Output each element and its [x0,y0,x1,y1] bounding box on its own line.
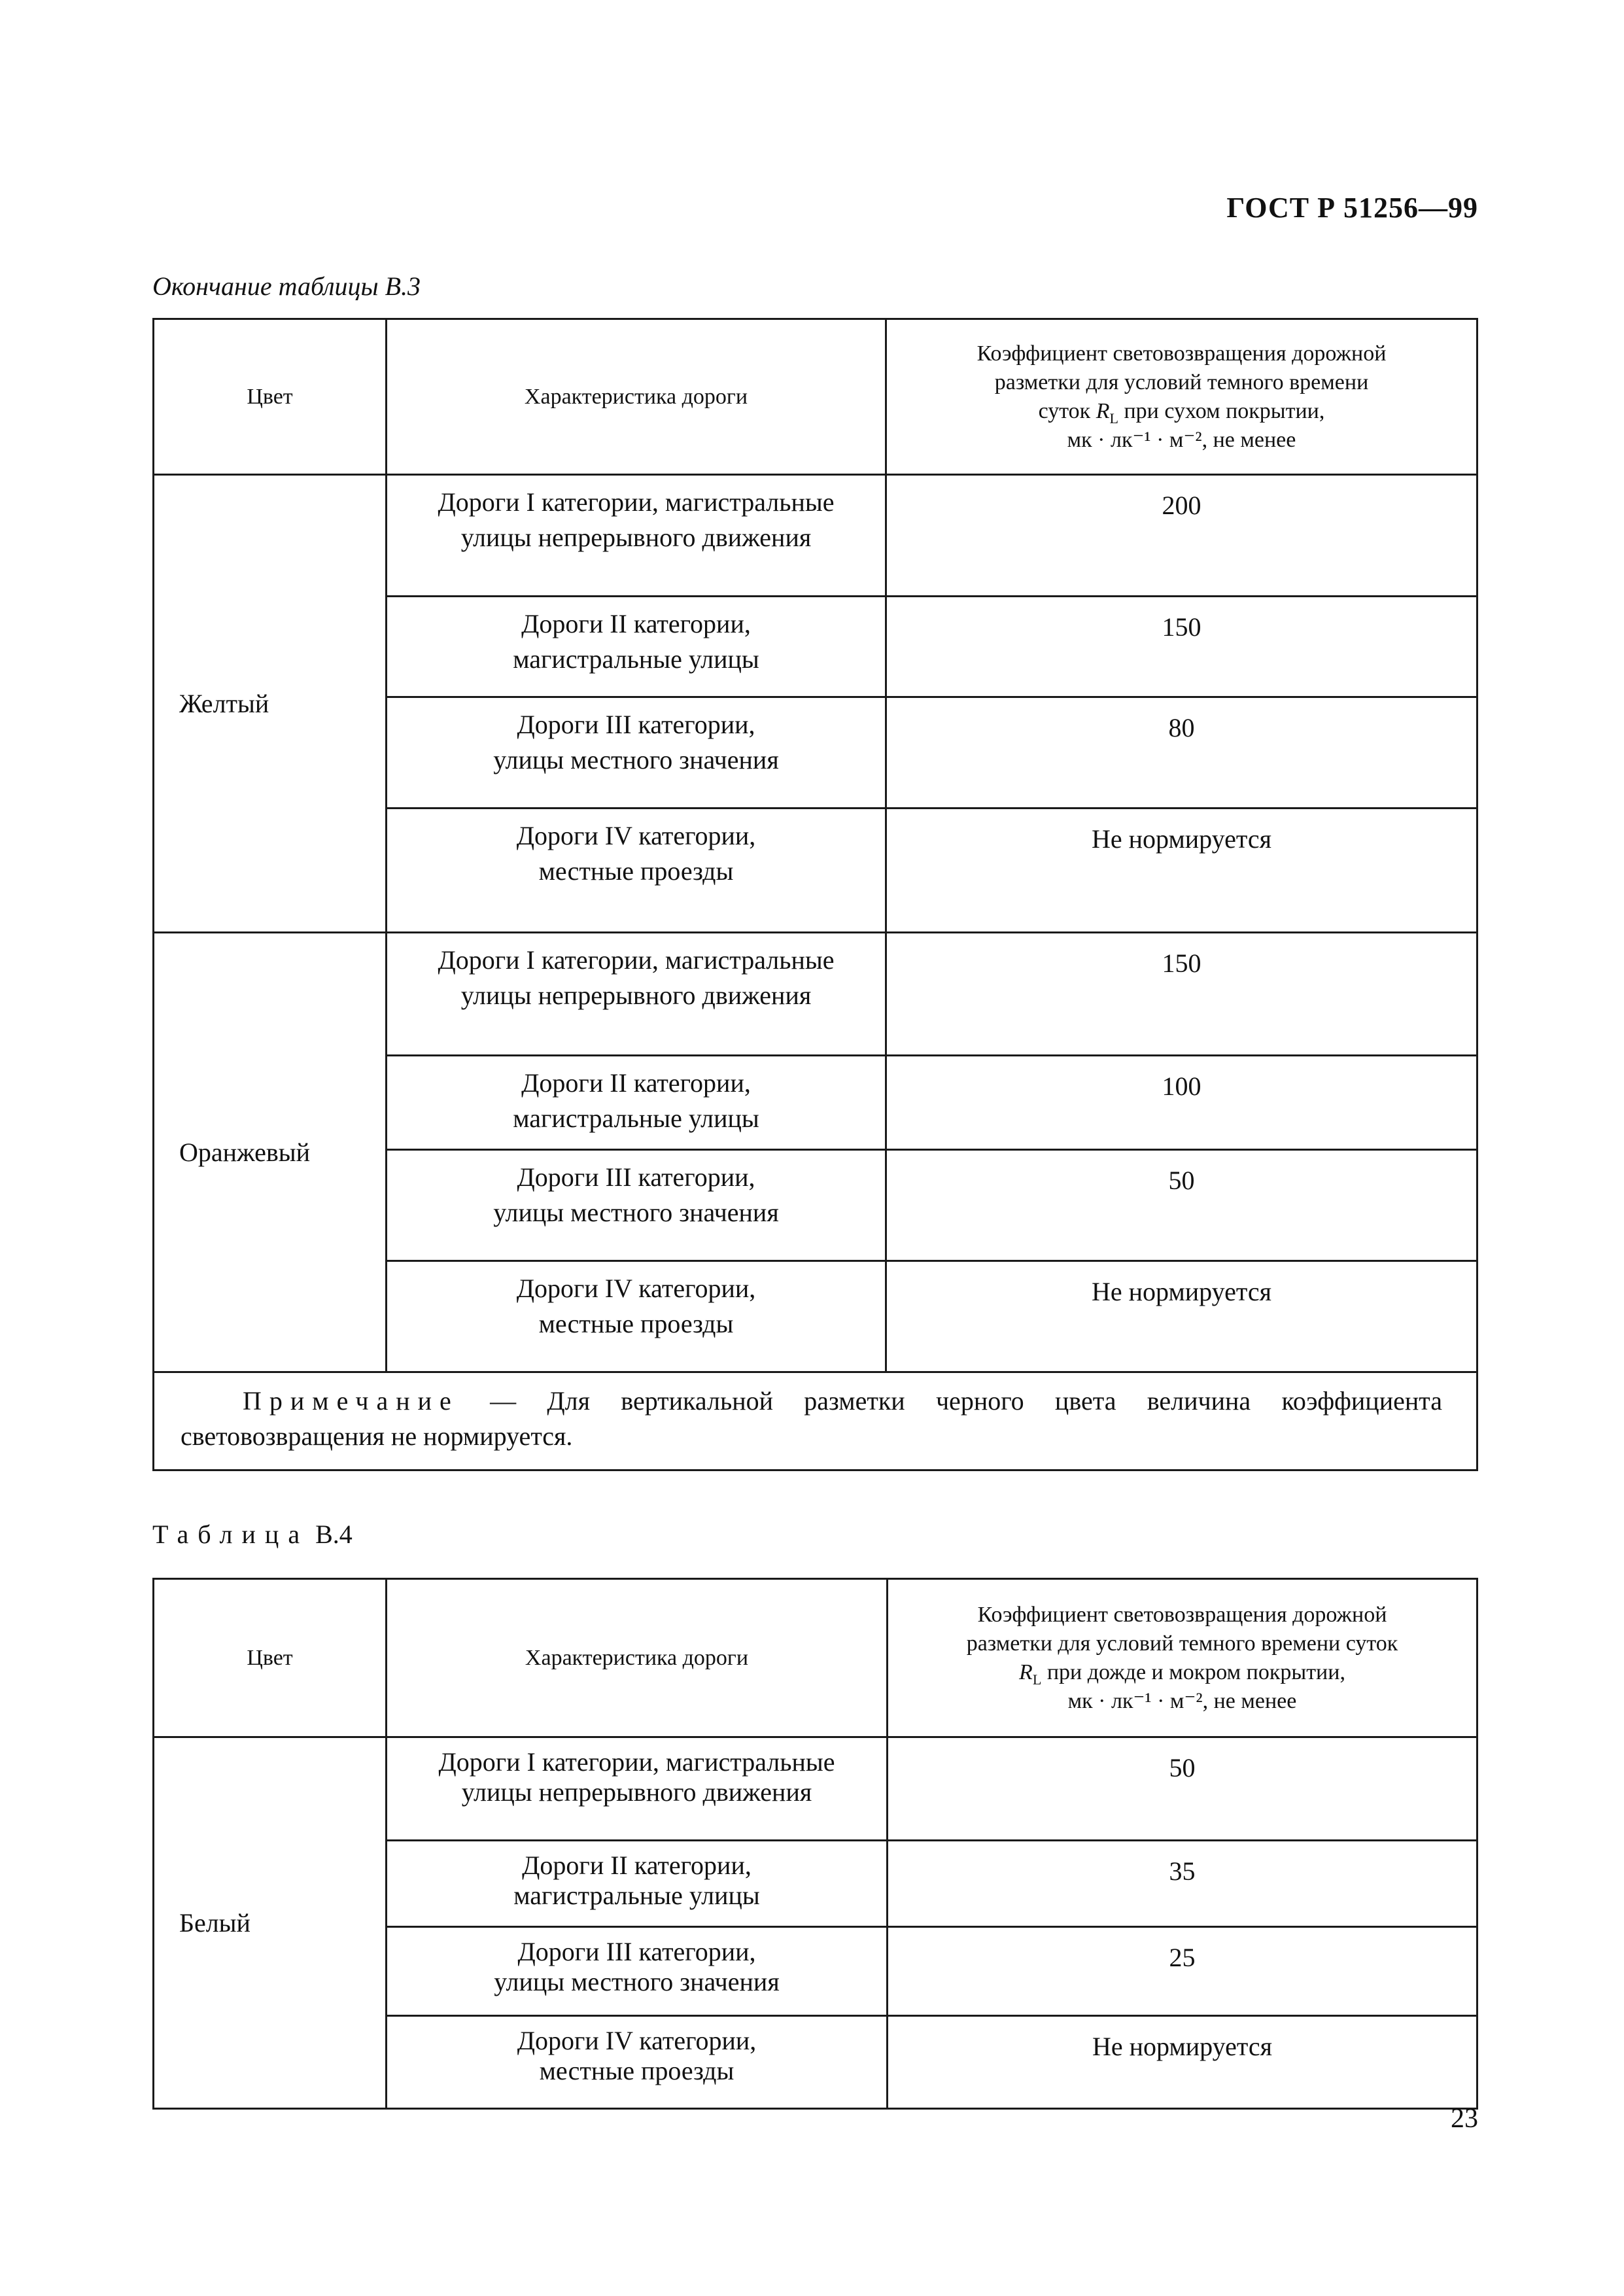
coefficient-value-cell: 200 [886,475,1477,597]
coefficient-value-cell: 50 [886,1150,1477,1261]
coefficient-value-cell: Не нормируется [886,809,1477,933]
table-b4 [152,1578,1478,2110]
column-header-color: Цвет [154,1579,387,1737]
road-characteristic-cell: Дороги I категории, магистральные улицы непрерывного движения [387,1737,888,1841]
table-b4-header-row [154,1579,1477,1737]
table-b3-continuation-caption: Окончание таблицы В.3 [152,271,421,301]
page-number: 23 [1451,2104,1478,2134]
coefficient-value-cell: 35 [888,1841,1477,1927]
coefficient-value-cell: 150 [886,933,1477,1056]
column-header-coefficient: Коэффициент световозвращения дорожной разметки для условий темного времени суток $R_L$ при дожде и мокром покрытии, мк · лк⁻¹ · м⁻², не менее [888,1579,1477,1737]
road-characteristic-cell: Дороги III категории, улицы местного значения [387,1927,888,2016]
road-characteristic-cell: Дороги IV категории, местные проезды [387,1261,886,1372]
color-cell-yellow: Желтый [154,475,387,933]
road-characteristic-cell: Дороги II категории, магистральные улицы [387,1056,886,1150]
road-characteristic-cell: Дороги III категории, улицы местного значения [387,697,886,809]
road-characteristic-cell: Дороги II категории, магистральные улицы [387,1841,888,1927]
table-b3-note-row [154,1372,1477,1470]
road-characteristic-cell: Дороги I категории, магистральные улицы непрерывного движения [387,933,886,1056]
coefficient-value-cell: Не нормируется [888,2016,1477,2109]
table-b3-header-row [154,319,1477,475]
table-row [154,933,1477,1056]
document-code: ГОСТ Р 51256—99 [1226,192,1478,224]
color-cell-white: Белый [154,1737,387,2109]
color-cell-orange: Оранжевый [154,933,387,1372]
coefficient-value-cell: 150 [886,597,1477,697]
coefficient-value-cell: 80 [886,697,1477,809]
coefficient-value-cell: 50 [888,1737,1477,1841]
column-header-color: Цвет [154,319,387,475]
road-characteristic-cell: Дороги IV категории, местные проезды [387,2016,888,2109]
road-characteristic-cell: Дороги III категории, улицы местного значения [387,1150,886,1261]
road-characteristic-cell: Дороги II категории, магистральные улицы [387,597,886,697]
table-row [154,475,1477,597]
column-header-road: Характеристика дороги [387,319,886,475]
note-text: — Для вертикальной разметки черного цвета величина коэффициента световозвращения не нормируется. [181,1386,1442,1451]
table-b4-caption: Таблица В.4 [152,1520,353,1549]
column-header-road: Характеристика дороги [387,1579,888,1737]
column-header-coefficient: Коэффициент световозвращения дорожной разметки для условий темного времени суток $R_L$ при сухом покрытии, мк · лк⁻¹ · м⁻², не менее [886,319,1477,475]
coefficient-value-cell: 25 [888,1927,1477,2016]
table-row [154,1737,1477,1841]
coefficient-value-cell: 100 [886,1056,1477,1150]
table-b3 [152,318,1478,1471]
note-label: Примечание [243,1386,459,1416]
road-characteristic-cell: Дороги I категории, магистральные улицы непрерывного движения [387,475,886,597]
road-characteristic-cell: Дороги IV категории, местные проезды [387,809,886,933]
table-b3-note [154,1372,1477,1470]
coefficient-value-cell: Не нормируется [886,1261,1477,1372]
